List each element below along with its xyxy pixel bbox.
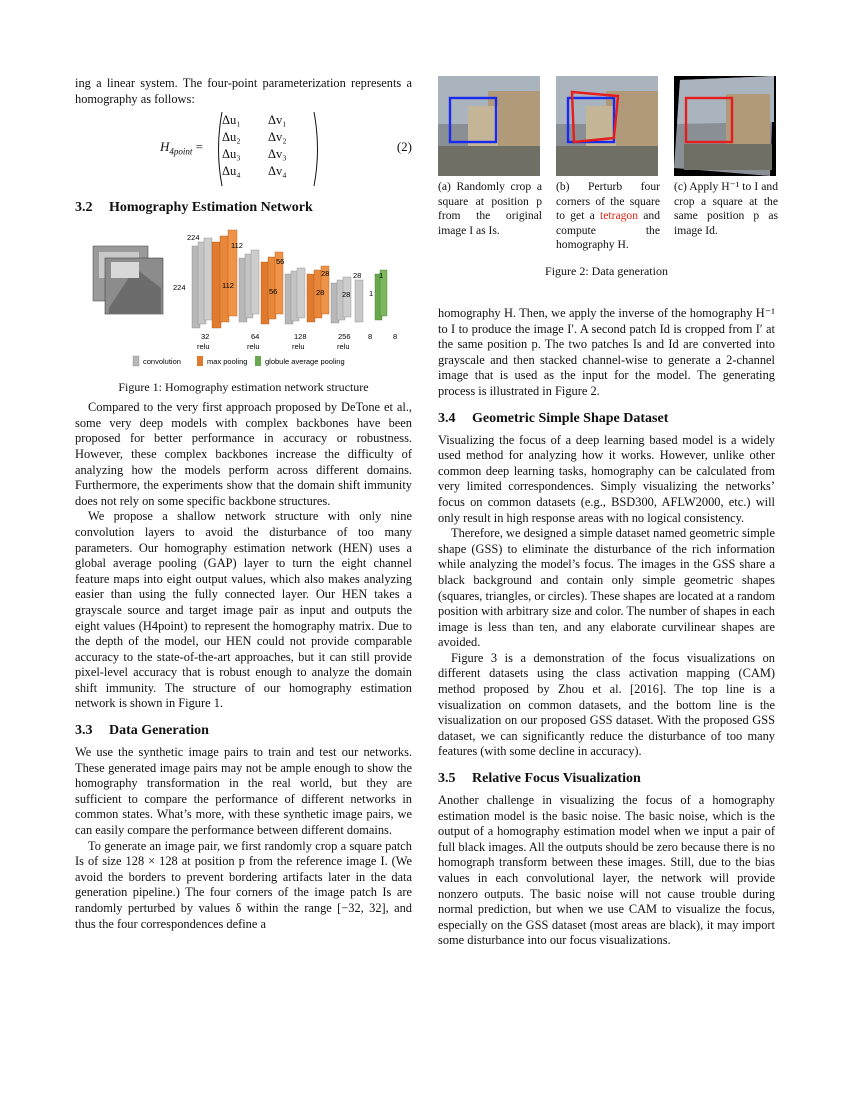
figure-legend <box>133 356 345 366</box>
paragraph-inverse-homography: homography H. Then, we apply the inverse of the homography H⁻¹ to I to produce the image I′. A second patch Id is cropped from I′ at the same position p. The two patches Is and Id are converted into grayscale and then stacked channel-wise to generate a 2-channel image that is used as the input for the model. The generating process is illustrated in Figure 2. <box>438 306 775 398</box>
figure-2-caption: Figure 2: Data generation <box>545 264 668 278</box>
figure-2 <box>438 76 778 278</box>
dim-label: 224 <box>187 233 200 243</box>
paragraph-shallow-network: We propose a shallow network structure with only nine convolution layers to avoid the disturbance of too many parameters. Our homography estimation network (HEN) uses a global average pooling (GAP) layer to turn the eight channel feature maps into eight output values, which also makes analyzing easier than using the fully connected layer. Our HEN takes a grayscale source and target image pair as input and outputs the eight values (H4point) to represent the homography matrix. Due to the depth of the model, our HEN could not provide comparable accuracy to the state-of-the-art approaches, but it can still provide pixel-level accuracy that is robust enough to analyze the domain shift immunity. The structure of our homography estimation network is shown in Figure 1. <box>75 509 412 711</box>
dim-label: 1 <box>369 289 374 299</box>
section-3-3-heading: 3.3 Data Generation <box>75 723 209 739</box>
channel-label: 64 <box>251 332 260 342</box>
dim-label: 112 <box>231 241 243 251</box>
dim-label: 112 <box>222 281 234 291</box>
conv-block-256 <box>331 277 351 323</box>
conv-block-64 <box>239 250 259 322</box>
paragraph-gss: Therefore, we designed a simple dataset named geometric simple shape (GSS) to eliminate the disturbance of the rich information while analyzing the model’s focus. The images in the GSS share a black background and contain only simple geometric shapes (squares, triangles, or circles). These shapes are located at a random position with arbitrary size and color. The number of shapes in each image is less than ten, and any elaborate curvilinear shapes are avoided. <box>438 526 775 650</box>
right-column <box>438 76 778 949</box>
figure-2c-caption: (c) Apply H⁻¹ to I and crop a square at the same position p as image Id. <box>674 180 778 237</box>
figure-1-caption: Figure 1: Homography estimation network structure <box>118 380 369 395</box>
equation-lhs: $H_{4point}$ = <box>160 139 203 157</box>
paragraph-figure-3: Figure 3 is a demonstration of the focus visualizations on different datasets using the class activation mapping (CAM) method proposed by Zhou et al. [2016]. The top line is a visualization on common datasets, and the bottom line is the visualization on our proposed GSS dataset. With the proposed GSS dataset, we can significantly reduce the disturbance of too many features (with some decline in accuracy). <box>438 650 775 759</box>
svg-text:globule average pooling: globule average pooling <box>265 357 345 367</box>
figure-2c-image <box>674 76 776 176</box>
relu-label: relu <box>337 342 350 352</box>
section-3-4-heading: 3.4 Geometric Simple Shape Dataset <box>438 410 669 426</box>
channel-label: 8 <box>368 332 373 342</box>
channel-label: 32 <box>201 332 210 342</box>
matrix-right-paren <box>313 111 321 187</box>
input-image-pair <box>93 246 163 314</box>
figure-2a-image <box>438 76 540 176</box>
svg-text:convolution: convolution <box>143 357 181 367</box>
dim-label: 28 <box>316 288 325 298</box>
figure-2b-caption: (b) Perturb four corners of the square to get a tetragon and compute the homography H. <box>556 180 660 251</box>
conv-block-8 <box>355 280 363 322</box>
dim-label: 28 <box>321 269 330 279</box>
relu-label: relu <box>247 342 260 352</box>
conv-block-128 <box>285 268 305 324</box>
dim-label: 224 <box>173 283 186 293</box>
channel-label: 256 <box>338 332 351 342</box>
equation-matrix: Δu₁ Δv₁ Δu₂ Δv₂ Δu₃ Δv₃ Δu₄ Δv₄ <box>222 113 287 179</box>
figure-2b-image <box>556 76 658 176</box>
relu-label: relu <box>197 342 210 352</box>
section-3-5-heading: 3.5 Relative Focus Visualization <box>438 771 641 787</box>
figure-1 <box>75 228 412 400</box>
left-column <box>75 76 412 932</box>
conv-block-32 <box>192 238 212 328</box>
paragraph-basic-noise: Another challenge in visualizing the focus of a homography estimation model is the basic noise. The basic noise, which is the output of a homography estimation model when we input a pair of full black images. All the outputs should be zero because there is no homograph transform between these images. Still, due to the bias values in each convolutional layer, the network will provide nonzero outputs. The basic noise will not cause trouble during normal prediction, but when we use CAM to visualize the focus, especially on the GSS dataset (most areas are black), it may import some disturbance into our focus visualizations. <box>438 793 775 948</box>
paragraph-visualizing-focus: Visualizing the focus of a deep learning based model is a widely used method for analyzing how it works. However, unlike other common deep learning tasks, homography can be calculated from very limited correspondences. Simply visualizing the networks’ focus on common datasets (e.g., BSD300, AFLW2000, etc.) will only result in high response areas with no logical consistency. <box>438 432 775 525</box>
equation-number: (2) <box>396 139 412 155</box>
dim-label: 28 <box>353 271 362 281</box>
intro-paragraph: ing a linear system. The four-point parameterization represents a homography as follows: <box>75 76 412 106</box>
dim-label: 56 <box>269 287 278 297</box>
dim-label: 28 <box>342 290 351 300</box>
relu-label: relu <box>292 342 305 352</box>
paragraph-synthetic-pairs: We use the synthetic image pairs to train and test our networks. These generated image pairs may not be ample enough to show the homography transformation in the real world, but they are sufficient to compare the performance of different networks in common states. What’s more, with these synthetic image pairs, we can easily compare the performance between different domains. <box>75 745 412 838</box>
dim-label: 1 <box>379 271 384 281</box>
dim-label: 56 <box>276 257 285 267</box>
section-3-2-heading: 3.2 Homography Estimation Network <box>75 200 313 216</box>
svg-text:max pooling: max pooling <box>207 357 248 367</box>
paragraph-detone: Compared to the very first approach proposed by DeTone et al., some very deep models with complex backbones have been proposed for better performance in accuracy or robustness. However, these complex backbones increase the difficulty of analyzing how the models perform across different domains. Furthermore, the experiments show that the domain shift immunity does not rely on some specific backbone structures. <box>75 400 412 508</box>
channel-label: 128 <box>294 332 307 342</box>
figure-2a-caption: (a) Randomly crop a square at position p from the original image I as Is. <box>438 180 542 237</box>
paragraph-generate-pair: To generate an image pair, we first randomly crop a square patch Is of size 128 × 128 at position p from the reference image I. (We avoid the borders to prevent bordering artifacts later in the data generation pipeline.) The four corners of the image patch Is are randomly perturbed by values δ within the range [−32, 32], and thus the four correspondences define a <box>75 838 412 931</box>
network-diagram <box>85 228 405 368</box>
equation-2 <box>75 111 412 189</box>
channel-label: 8 <box>393 332 398 342</box>
